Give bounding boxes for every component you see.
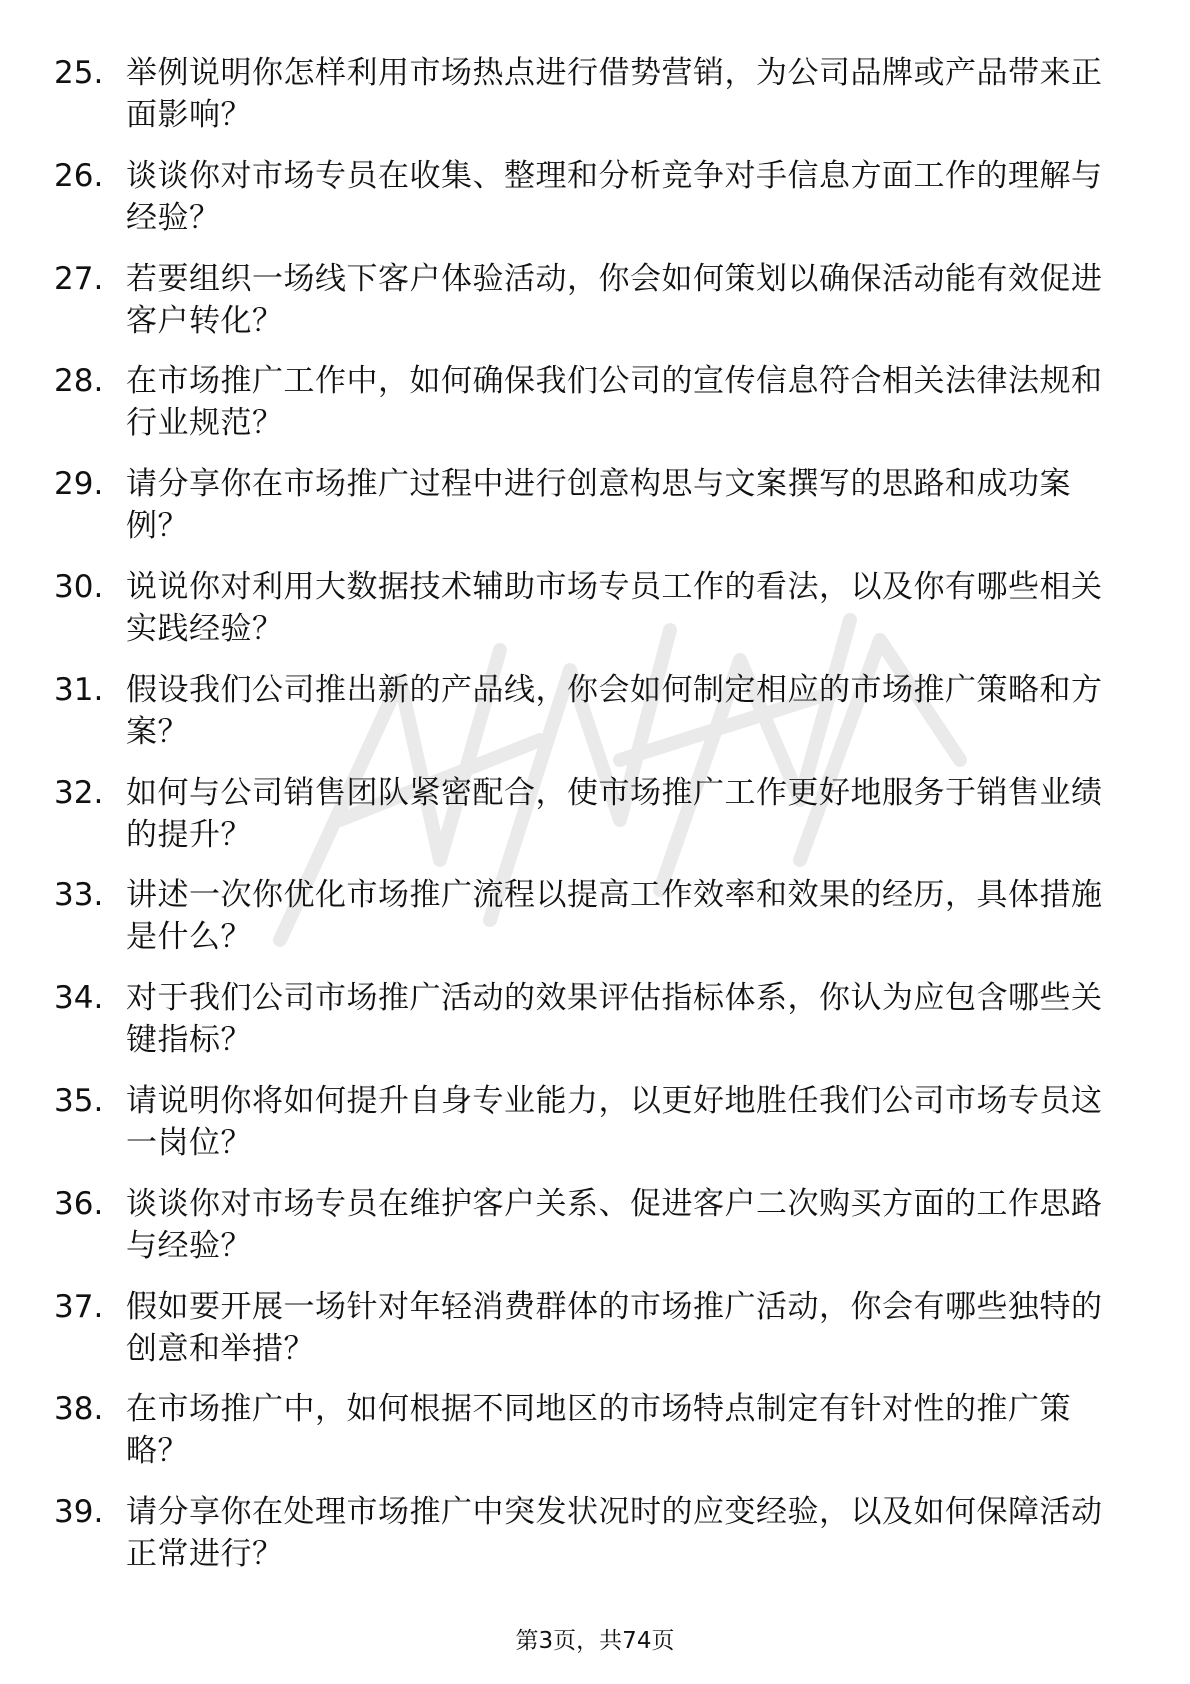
question-text: 对于我们公司市场推广活动的效果评估指标体系，你认为应包含哪些关键指标？ (126, 980, 1103, 1059)
question-number: 37. (54, 1288, 104, 1325)
question-text: 请分享你在市场推广过程中进行创意构思与文案撰写的思路和成功案例？ (126, 466, 1071, 545)
question-item (54, 977, 1114, 1080)
question-number: 31. (54, 671, 104, 708)
question-text: 讲述一次你优化市场推广流程以提高工作效率和效果的经历，具体措施是什么？ (126, 877, 1103, 956)
question-text: 举例说明你怎样利用市场热点进行借势营销，为公司品牌或产品带来正面影响？ (126, 55, 1103, 133)
question-item (54, 360, 1114, 463)
question-list (54, 52, 1114, 1594)
question-item (54, 155, 1114, 258)
question-text: 请分享你在处理市场推广中突发状况时的应变经验，以及如何保障活动正常进行？ (126, 1494, 1103, 1573)
question-item (54, 772, 1114, 875)
question-number: 36. (54, 1185, 104, 1222)
question-number: 33. (54, 877, 104, 914)
question-item (54, 669, 1114, 772)
question-text: 在市场推广工作中，如何确保我们公司的宣传信息符合相关法律法规和行业规范？ (126, 363, 1103, 442)
question-item (54, 1286, 1114, 1389)
question-number: 35. (54, 1082, 104, 1119)
question-item (54, 874, 1114, 977)
question-text: 谈谈你对市场专员在维护客户关系、促进客户二次购买方面的工作思路与经验？ (126, 1185, 1103, 1264)
question-text: 如何与公司销售团队紧密配合，使市场推广工作更好地服务于销售业绩的提升？ (126, 774, 1103, 853)
question-text: 谈谈你对市场专员在收集、整理和分析竞争对手信息方面工作的理解与经验？ (126, 157, 1103, 236)
question-number: 39. (54, 1494, 104, 1531)
question-item (54, 463, 1114, 566)
question-item (54, 1388, 1114, 1491)
question-number: 25. (54, 55, 104, 91)
question-item (54, 52, 1114, 155)
question-number: 32. (54, 774, 104, 811)
question-text: 说说你对利用大数据技术辅助市场专员工作的看法，以及你有哪些相关实践经验？ (126, 568, 1103, 647)
question-number: 29. (54, 466, 104, 503)
question-item (54, 1080, 1114, 1183)
question-text: 请说明你将如何提升自身专业能力，以更好地胜任我们公司市场专员这一岗位？ (126, 1082, 1103, 1161)
question-text: 在市场推广中，如何根据不同地区的市场特点制定有针对性的推广策略？ (126, 1391, 1071, 1470)
question-item (54, 258, 1114, 361)
page-number-label: 第3页，共74页 (515, 1628, 675, 1654)
question-number: 34. (54, 980, 104, 1017)
question-number: 28. (54, 363, 104, 400)
question-number: 26. (54, 157, 104, 194)
question-text: 假如要开展一场针对年轻消费群体的市场推广活动，你会有哪些独特的创意和举措？ (126, 1288, 1103, 1367)
question-item (54, 1491, 1114, 1594)
question-text: 若要组织一场线下客户体验活动，你会如何策划以确保活动能有效促进客户转化？ (126, 260, 1103, 339)
question-number: 38. (54, 1391, 104, 1428)
question-item (54, 566, 1114, 669)
question-number: 27. (54, 260, 104, 297)
page-footer (0, 1626, 1190, 1656)
question-number: 30. (54, 568, 104, 605)
question-item (54, 1183, 1114, 1286)
question-text: 假设我们公司推出新的产品线，你会如何制定相应的市场推广策略和方案？ (126, 671, 1103, 750)
